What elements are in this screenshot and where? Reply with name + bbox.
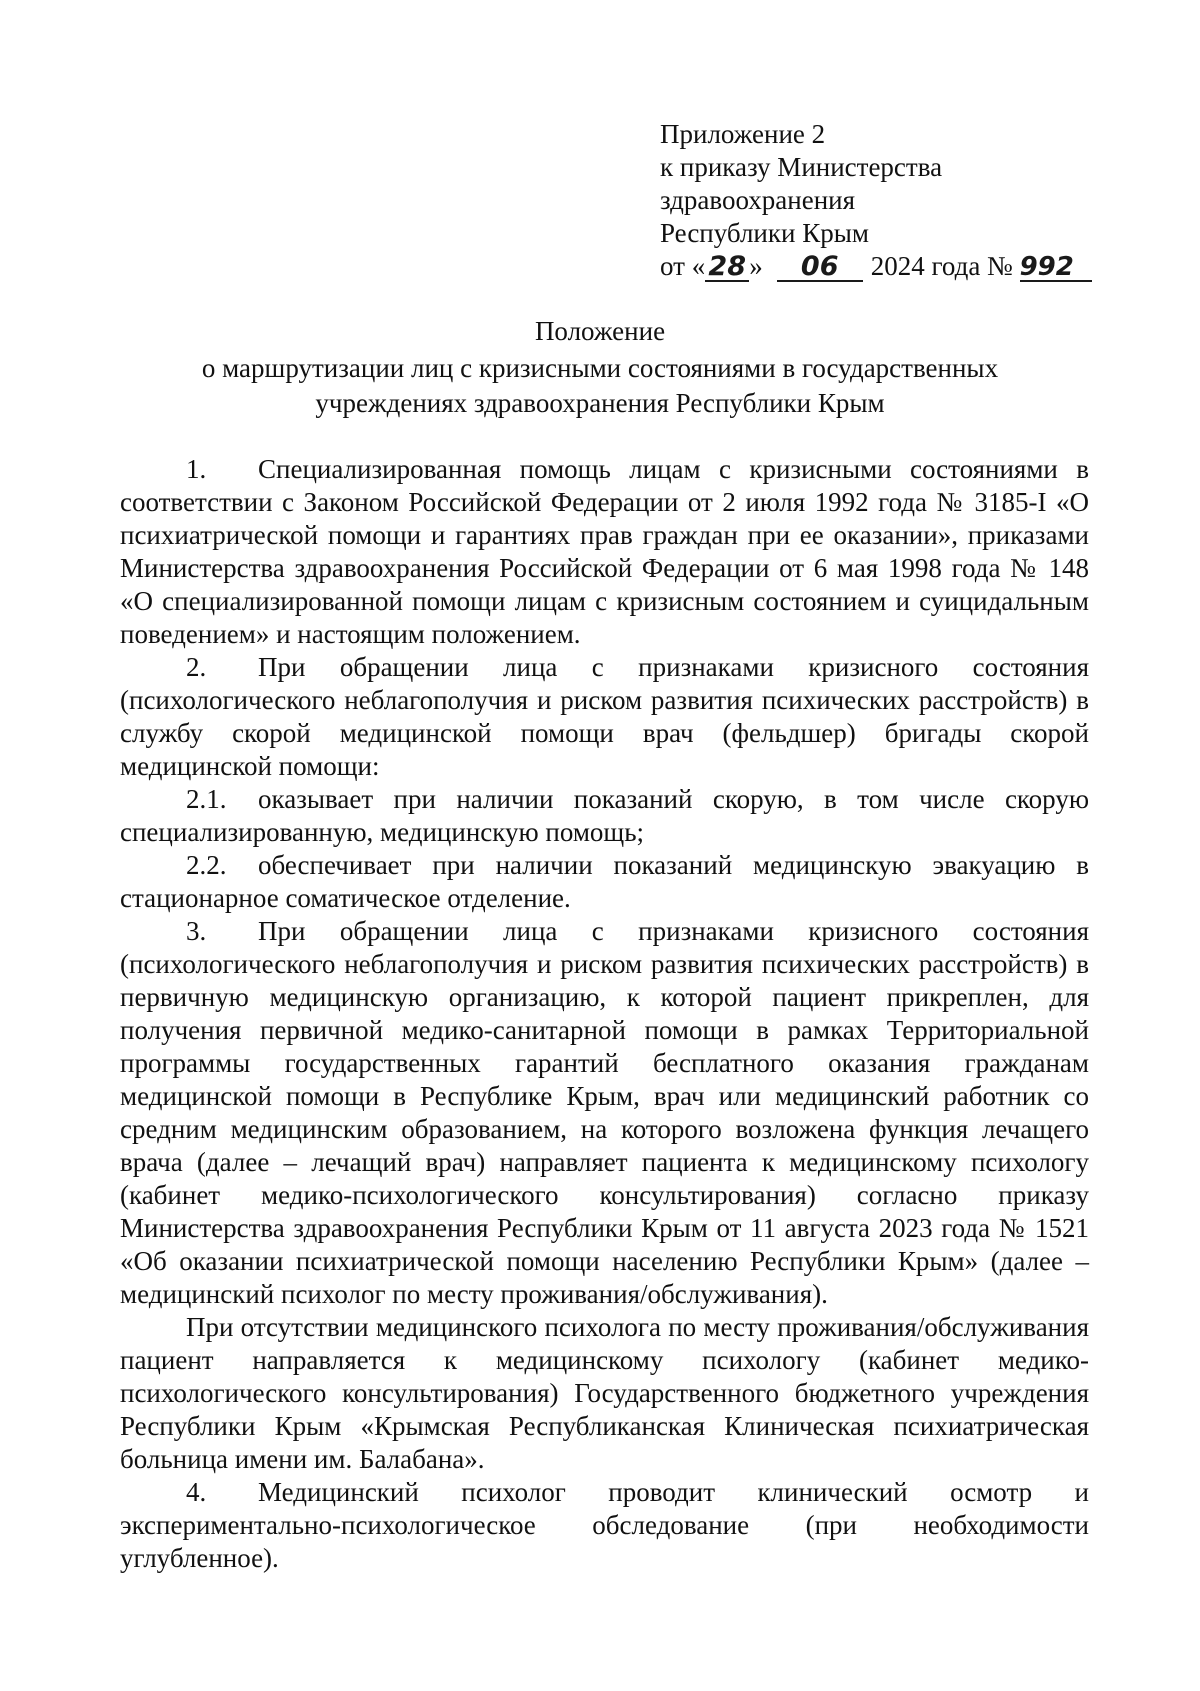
- appendix-label: Приложение 2: [660, 119, 826, 149]
- document-subtitle-line1: о маршрутизации лиц с кризисными состояниями в государственных: [201, 353, 999, 383]
- date-suffix: 2024 года №: [870, 251, 1013, 281]
- date-mid: »: [749, 251, 763, 281]
- paragraph-text: оказывает при наличии показаний скорую, в том числе скорую специализированную, медицинскую помощь;: [120, 784, 1089, 847]
- paragraph-text: При обращении лица с признаками кризисного состояния (психологического неблагополучия и риском развития психических расстройств) в службу скорой медицинской помощи врач (фельдшер) бригады скорой медицинской помощи:: [120, 652, 1089, 781]
- handwritten-month: 06: [777, 254, 863, 282]
- paragraph: [120, 1311, 1089, 1476]
- paragraph-number: 2.: [186, 652, 207, 682]
- handwritten-order-number: 992: [1020, 254, 1092, 282]
- paragraph-text: При обращении лица с признаками кризисного состояния (психологического неблагополучия и риском развития психических расстройств) в первичную медицинскую организацию, к которой пациент прикреплен, для получения первичной медико-санитарной помощи в рамках Территориальной программы государственных гарантий бесплатного оказания гражданам медицинской помощи в Республике Крым, врач или медицинский работник со средним медицинским образованием, на которого возложена функция лечащего врача (далее – лечащий врач) направляет пациента к медицинскому психологу (кабинет медико-психологического консультирования) согласно приказу Министерства здравоохранения Республики Крым от 11 августа 2023 года № 1521 «Об оказании психиатрической помощи населению Республики Крым» (далее – медицинский психолог по месту проживания/обслуживания).: [120, 916, 1089, 1309]
- paragraph-number: 2.2.: [186, 850, 227, 880]
- paragraph-number: 3.: [186, 916, 207, 946]
- paragraph-text: Специализированная помощь лицам с кризисными состояниями в соответствии с Законом Российской Федерации от 2 июля 1992 года № 3185-I «О психиатрической помощи и гарантиях прав граждан при ее оказании», приказами Министерства здравоохранения Российской Федерации от 6 мая 1998 года № 148 «О специализированной помощи лицам с кризисным состоянием и суицидальным поведением» и настоящим положением.: [120, 454, 1089, 649]
- appendix-date-line: [660, 250, 1092, 283]
- paragraph-number: 4.: [186, 1477, 207, 1507]
- handwritten-day: 28: [705, 254, 749, 282]
- appendix-order-ref: к приказу Министерства: [660, 152, 943, 182]
- paragraph: [120, 453, 1089, 651]
- document-body: [120, 453, 1089, 1575]
- appendix-header: [660, 118, 1092, 283]
- paragraph-text: обеспечивает при наличии показаний медицинскую эвакуацию в стационарное соматическое отделение.: [120, 850, 1089, 913]
- paragraph-number: 1.: [186, 454, 207, 484]
- paragraph-text: При отсутствии медицинского психолога по месту проживания/обслуживания пациент направляется к медицинскому психологу (кабинет медико-психологического консультирования) Государственного бюджетного учреждения Республики Крым «Крымская Республиканская Клиническая психиатрическая больница имени им. Балабана».: [120, 1312, 1089, 1474]
- paragraph: [120, 783, 1089, 849]
- appendix-region: Республики Крым: [660, 218, 869, 248]
- paragraph: [120, 915, 1089, 1311]
- paragraph-text: Медицинский психолог проводит клинический осмотр и экспериментально-психологическое обследование (при необходимости углубленное).: [120, 1477, 1089, 1573]
- date-prefix: от «: [660, 251, 706, 281]
- appendix-ministry: здравоохранения: [660, 185, 856, 215]
- paragraph: [120, 849, 1089, 915]
- paragraph: [120, 651, 1089, 783]
- paragraph: [120, 1476, 1089, 1575]
- document-title: Положение: [534, 316, 666, 346]
- document-subtitle-line2: учреждениях здравоохранения Республики Крым: [315, 388, 885, 418]
- paragraph-number: 2.1.: [186, 784, 227, 814]
